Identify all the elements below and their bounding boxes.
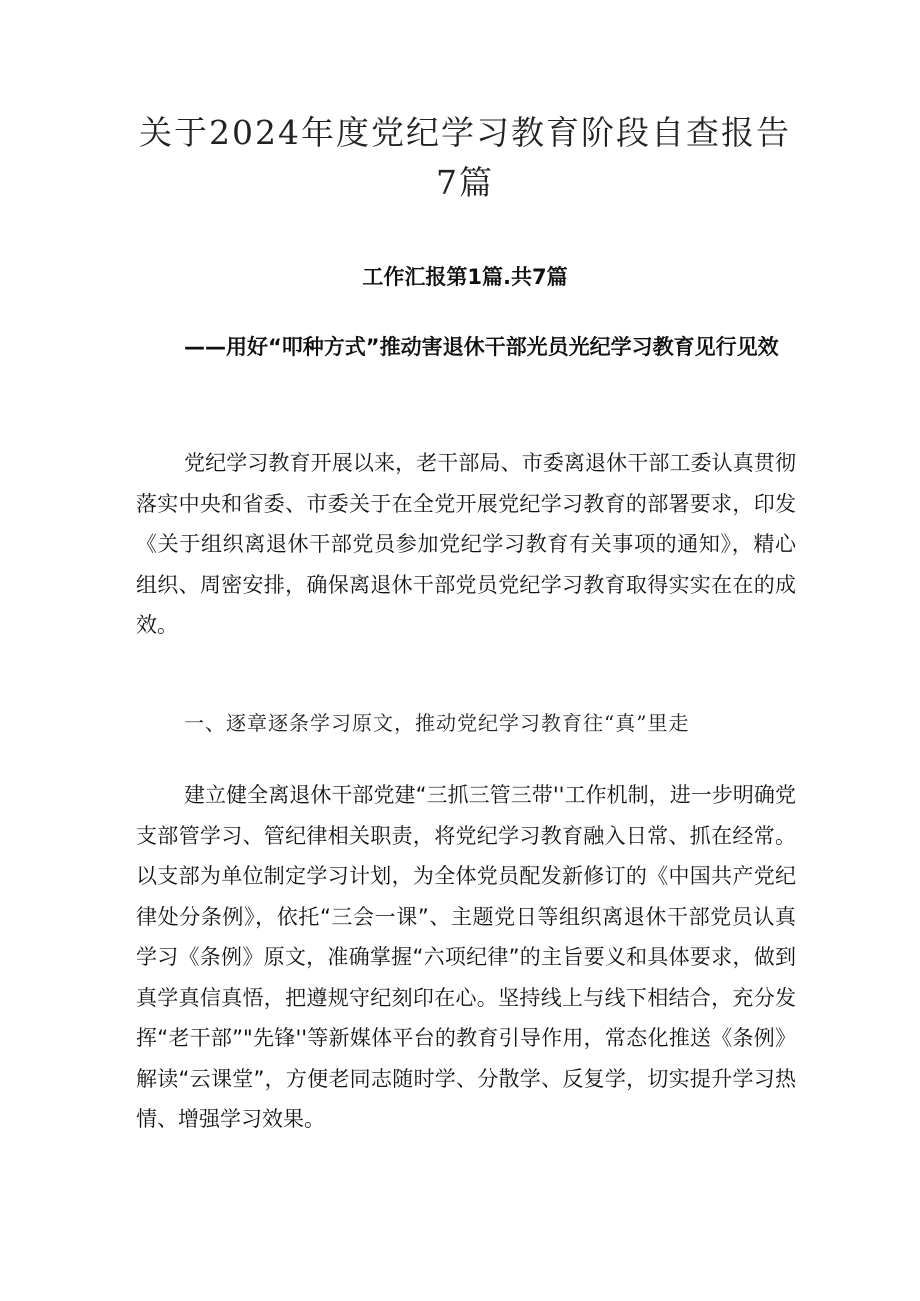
document-title-line-2: 7篇	[436, 163, 494, 202]
section-one-paragraph: 建立健全离退休干部党建“三抓三管三带''工作机制，进一步明确党支部管学习、管纪律相关职责，将党纪学习教育融入日常、抓在经常。以支部为单位制定学习计划，为全体党员配发新修订的《中国共产党纪律处分条例》，依托“三会一课”、主题党日等组织离退休干部党员认真学习《条例》原文，准确掌握“六项纪律”的主旨要义和具体要求，做到真学真信真悟，把遵规守纪刻印在心。坚持线上与线下相结合，充分发挥“老干部”"先锋''等新媒体平台的教育引导作用，常态化推送《条例》解读“云课堂”，方便老同志随时学、分散学、反复学，切实提升学习热情、增强学习效果。	[136, 783, 796, 1131]
document-title-line-1: 关于2024年度党纪学习教育阶段自查报告	[139, 113, 791, 152]
document-subtitle: ——用好“叩种方式”推动害退休干部光员光纪学习教育见行见效	[184, 335, 779, 359]
section-one-heading: 一、逐章逐条学习原文，推动党纪学习教育往“真”里走	[184, 711, 690, 735]
document-title	[120, 108, 810, 208]
intro-paragraph: 党纪学习教育开展以来，老干部局、市委离退休干部工委认真贯彻落实中央和省委、市委关于在全党开展党纪学习教育的部署要求，印发《关于组织离退休干部党员参加党纪学习教育有关事项的通知》，精心组织、周密安排，确保离退休干部党员党纪学习教育取得实实在在的成效。	[136, 451, 796, 637]
section-heading: 工作汇报第1篇.共7篇	[362, 265, 568, 289]
